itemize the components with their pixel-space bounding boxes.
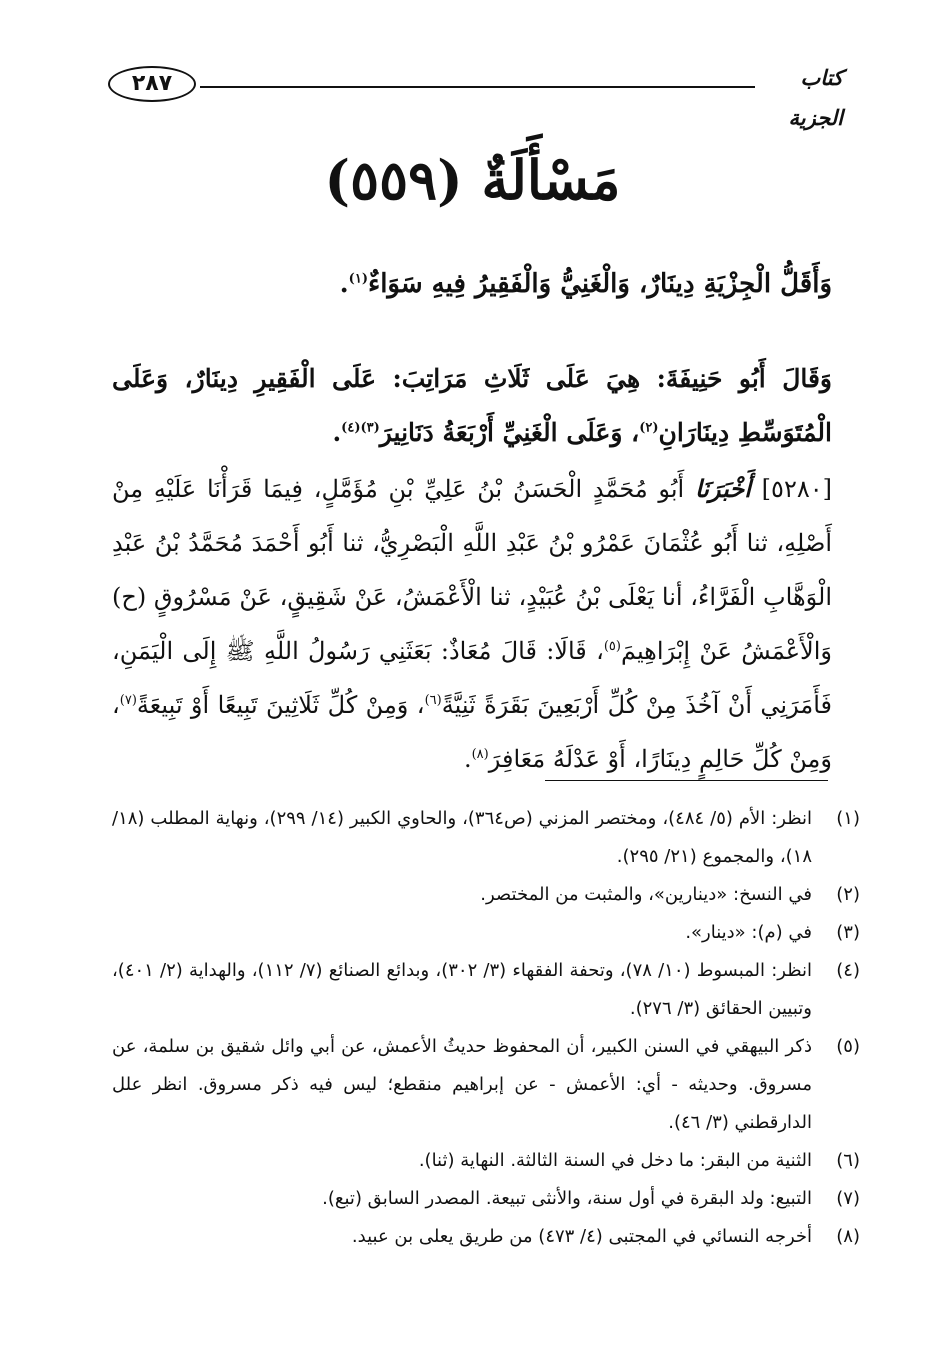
- footnote: [112, 952, 860, 1028]
- hadith-paragraph: [112, 462, 832, 786]
- hadith-number: [٥٢٨٠]: [761, 475, 832, 503]
- commentary-part: ، وَعَلَى الْغَنِيِّ أَرْبَعَةُ دَنَانِيرَ: [379, 418, 640, 447]
- hadith-text: أَبُو مُحَمَّدٍ الْحَسَنُ بْنُ عَلِيِّ بْنِ مُؤَمَّلٍ، فِيمَا قَرَأْنَا عَلَيْهِ مِنْ أَصْلِهِ، ثنا أَبُو عُثْمَانَ عَمْرُو بْنُ عَبْدِ اللَّهِ الْبَصْرِيُّ، ثنا أَبُو أَحْمَدَ مُحَمَّدُ بْنُ عَبْدِ الْوَهَّابِ الْفَرَّاءُ، أنا يَعْلَى بْنُ عُبَيْدٍ، ثنا الْأَعْمَشُ، عَنْ شَقِيقٍ، عَنْ مَسْرُوقٍ (ح) وَالْأَعْمَشُ عَنْ إِبْرَاهِيمَ: [112, 475, 833, 665]
- footnote-ref: (٣)(٤): [341, 420, 380, 436]
- footnote-ref: (٨): [471, 747, 489, 762]
- footnotes: [112, 800, 860, 1256]
- issue-heading: مَسْأَلَةٌ (٥٥٩): [324, 148, 621, 212]
- footnote: [112, 800, 860, 876]
- footnote-ref: (٥): [603, 639, 621, 654]
- hadith-text: ، قَالَا: قَالَ مُعَاذٌ: بَعَثَنِي رَسُولُ اللَّهِ ﷺ إِلَى الْيَمَنِ، فَأَمَرَنِي أَنْ آخُذَ مِنْ كُلِّ أَرْبَعِينَ بَقَرَةً ثَنِيَّةً: [112, 637, 832, 719]
- footnote-number: (٧): [836, 1188, 860, 1209]
- matn-body: وَأَقَلُّ الْجِزْيَةِ دِينَارٌ، وَالْغَنِيُّ وَالْفَقِيرُ فِيهِ سَوَاءٌ: [367, 269, 832, 299]
- footnote-number: (٤): [836, 960, 860, 981]
- footnote: [112, 1218, 860, 1256]
- commentary-paragraph: [112, 352, 832, 460]
- footnote-number: (١): [836, 808, 860, 829]
- footnote-text: ذكر البيهقي في السنن الكبير، أن المحفوظ حديثُ الأعمش، عن أبي وائل شقيق بن سلمة، عن مسروق. وحديثه - أي: الأعمش - عن إبراهيم منقطع؛ ليس فيه ذكر مسروق. انظر علل الدارقطني (٣/ ٤٦).: [112, 1036, 812, 1133]
- footnote-number: (٢): [836, 884, 860, 905]
- footnote: [112, 1142, 860, 1180]
- footnote-number: (٣): [836, 922, 860, 943]
- hadith-text: ، وَمِنْ كُلِّ حَالِمٍ دِينَارًا، أَوْ عَدْلَهُ مَعَافِرَ: [112, 691, 832, 773]
- matn-end: .: [339, 269, 349, 299]
- page-number: ٢٨٧: [108, 66, 196, 102]
- header-rule: [200, 86, 755, 88]
- footnote: [112, 914, 860, 952]
- footnote-ref: (٦): [424, 693, 442, 708]
- commentary-part: .: [332, 418, 342, 447]
- matn-text: [112, 262, 832, 306]
- footnote-text: انظر: الأم (٥/ ٤٨٤)، ومختصر المزني (ص٣٦٤)، والحاوي الكبير (١٤/ ٢٩٩)، ونهاية المطلب (١٨/ ١٨)، والمجموع (٢١/ ٢٩٥).: [112, 808, 812, 867]
- footnote-text: الثنية من البقر: ما دخل في السنة الثالثة. النهاية (ثنا).: [418, 1150, 812, 1171]
- footnote-text: انظر: المبسوط (١٠/ ٧٨)، وتحفة الفقهاء (٣/ ٣٠٢)، وبدائع الصنائع (٧/ ١١٢)، والهداية (٢/ ٤٠١)، وتبيين الحقائق (٣/ ٢٧٦).: [112, 960, 812, 1019]
- footnote-ref: (٧): [119, 693, 137, 708]
- footnote-text: أخرجه النسائي في المجتبى (٤/ ٤٧٣) من طريق يعلى بن عبيد.: [351, 1226, 812, 1247]
- hadith-akhbarana: أَخْبَرَنَا: [694, 474, 751, 503]
- hadith-text: ، وَمِنْ كُلِّ ثَلَاثِينَ تَبِيعًا أَوْ تَبِيعَةً: [136, 691, 425, 719]
- footnote-ref: (١): [348, 271, 368, 287]
- footnote-text: في النسخ: «دينارين»، والمثبت من المختصر.: [480, 884, 812, 905]
- footnote-text: التبيع: ولد البقرة في أول سنة، والأنثى تبيعة. المصدر السابق (تبع).: [322, 1188, 812, 1209]
- footnote-number: (٨): [836, 1226, 860, 1247]
- footnote-ref: (٢): [639, 420, 659, 436]
- book-title: كتاب الجزية: [788, 65, 843, 130]
- footnote-text: في (م): «دينار».: [685, 922, 812, 943]
- footnote-separator: [545, 780, 828, 781]
- footnote-number: (٥): [836, 1036, 860, 1057]
- hadith-text: .: [463, 745, 472, 773]
- footnote: [112, 876, 860, 914]
- commentary-part: وَقَالَ أَبُو حَنِيفَةَ: هِيَ عَلَى ثَلَاثِ مَرَاتِبَ: عَلَى الْفَقِيرِ دِينَارٌ، وَعَلَى الْمُتَوَسِّطِ دِينَارَانِ: [112, 364, 832, 447]
- footnote: [112, 1180, 860, 1218]
- footnote-number: (٦): [836, 1150, 860, 1171]
- running-header: [108, 58, 843, 130]
- footnote: [112, 1028, 860, 1142]
